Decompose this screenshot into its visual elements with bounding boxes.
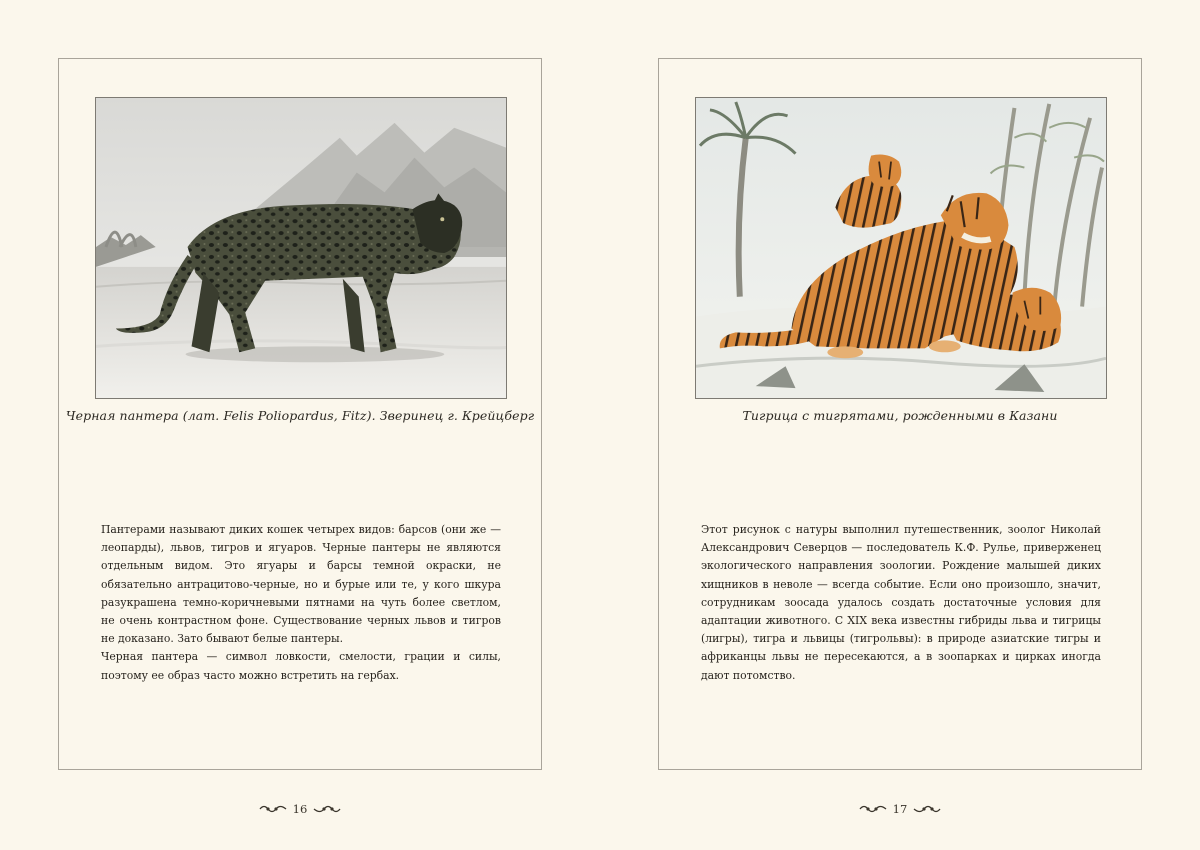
tigress-illustration <box>695 97 1107 399</box>
right-page-number <box>830 799 970 819</box>
left-caption: Черная пантера (лат. Felis Poliopardus, Fitz). Зверинец г. Крейцберг <box>65 408 535 423</box>
flourish-ornament-icon <box>313 803 341 815</box>
left-page <box>58 58 542 770</box>
flourish-ornament-icon <box>259 803 287 815</box>
flourish-ornament-icon <box>913 803 941 815</box>
right-paragraph-1: Этот рисунок с натуры выполнил путешественник, зоолог Николай Александрович Северцов — последователь К.Ф. Рулье, приверженец экологического направления зоологии. Рождение малышей диких хищников в неволе — всегда событие. Если оно произошло, значит, сотрудникам зоосада удалось создать достаточные условия для адаптации животного. С XIX века известны гибриды льва и тигрицы (лигры), тигра и львицы (тигрольвы): в природе азиатские тигры и африканцы львы не пересекаются, а в зоопарках и цирках иногда дают потомство. <box>701 523 1101 682</box>
left-body-text <box>101 521 501 685</box>
black-panther-illustration <box>95 97 507 399</box>
right-body-text <box>701 521 1101 685</box>
left-page-number <box>230 799 370 819</box>
page-number-17: 17 <box>892 802 908 816</box>
left-paragraph-2: Черная пантера — символ ловкости, смелости, грации и силы, поэтому ее образ часто можно встретить на гербах. <box>101 650 501 682</box>
left-paragraph-1: Пантерами называют диких кошек четырех видов: барсов (они же — леопарды), львов, тигров и ягуаров. Черные пантеры не являются отдельным видом. Это ягуары и барсы темной окраски, не обязательно антрацитово-черные, но и бурые или те, у кого шкура разукрашена темно-коричневыми пятнами на чуть более светлом, не очень контрастном фоне. Существование черных львов и тигров не доказано. Зато бывают белые пантеры. <box>101 523 501 646</box>
flourish-ornament-icon <box>859 803 887 815</box>
page-number-16: 16 <box>292 802 308 816</box>
right-page <box>658 58 1142 770</box>
tigress-with-cubs-lithograph <box>696 98 1106 398</box>
right-caption: Тигрица с тигрятами, рожденными в Казани <box>742 408 1058 423</box>
black-panther-engraving <box>96 98 506 398</box>
